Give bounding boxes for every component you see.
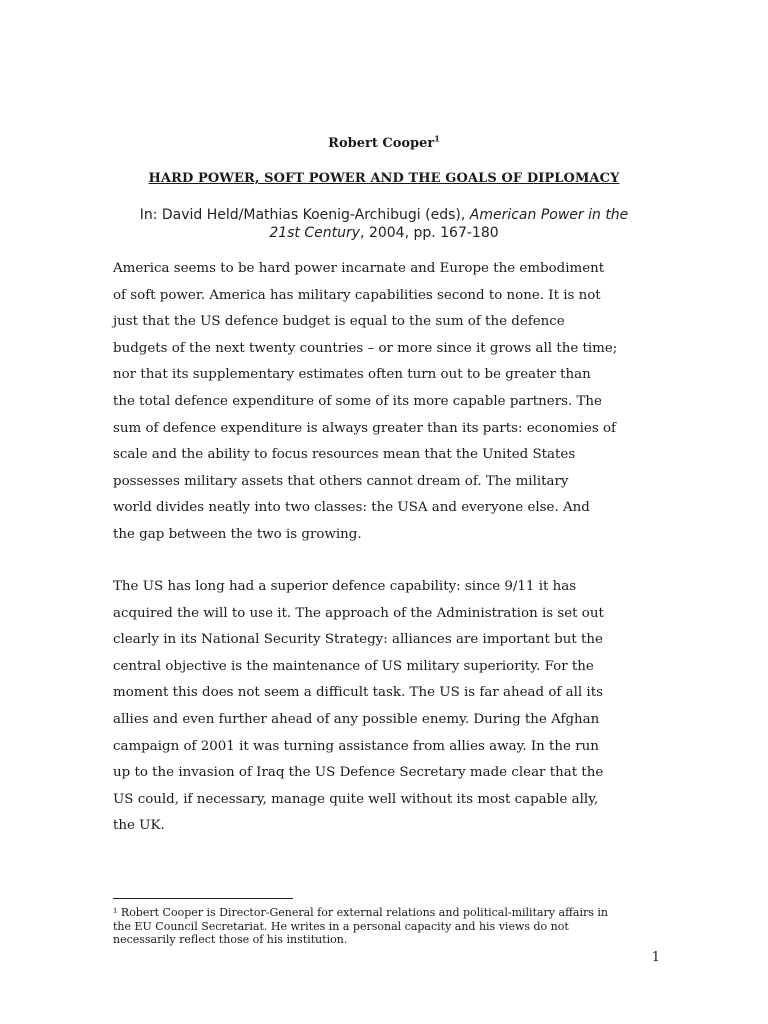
text-line: sum of defence expenditure is always greater than its parts: economies of: [113, 420, 616, 436]
citation-suffix: , 2004, pp. 167-180: [360, 225, 499, 241]
text-line: America seems to be hard power incarnate and Europe the embodiment: [113, 261, 605, 276]
author-name: [0, 133, 768, 151]
page-number: 1: [651, 950, 660, 965]
text-line: just that the US defence budget is equal to the sum of the defence: [113, 314, 565, 330]
text-line: US could, if necessary, manage quite well without its most capable ally,: [113, 791, 599, 807]
text-line: campaign of 2001 it was turning assistance from allies away. In the run: [113, 738, 599, 754]
text-line: clearly in its National Security Strategy: alliances are important but the: [113, 632, 603, 648]
text-line: world divides neatly into two classes: the USA and everyone else. And: [113, 500, 590, 516]
text-line: the total defence expenditure of some of its more capable partners. The: [113, 393, 602, 409]
text-line: central objective is the maintenance of US military superiority. For the: [113, 658, 594, 674]
footnote-separator: [113, 898, 293, 899]
paper-title: HARD POWER, SOFT POWER AND THE GOALS OF DIPLOMACY: [148, 171, 620, 186]
text-line: of soft power. America has military capabilities second to none. It is not: [113, 287, 601, 303]
footnote-marker: 1: [434, 133, 440, 144]
text-line: The US has long had a superior defence capability: since 9/11 it has: [113, 579, 577, 594]
text-line: acquired the will to use it. The approach of the Administration is set out: [113, 605, 604, 621]
text-line: moment this does not seem a difficult task. The US is far ahead of all its: [113, 685, 603, 701]
footnote: [113, 906, 661, 947]
author-name-text: Robert Cooper: [328, 136, 435, 151]
footnote-line: the EU Council Secretariat. He writes in a personal capacity and his views do not: [113, 919, 569, 933]
text-line: the gap between the two is growing.: [113, 526, 362, 542]
text-line: scale and the ability to focus resources mean that the United States: [113, 447, 576, 463]
footnote-line: ¹ Robert Cooper is Director-General for external relations and political-military affairs in: [113, 906, 608, 919]
text-line: allies and even further ahead of any possible enemy. During the Afghan: [113, 711, 600, 727]
text-line: nor that its supplementary estimates often turn out to be greater than: [113, 367, 591, 383]
citation-book-title-1: American Power in the: [469, 207, 629, 223]
text-line: budgets of the next twenty countries – or more since it grows all the time;: [113, 340, 618, 356]
paragraph-2: [113, 574, 658, 840]
citation-prefix: In: David Held/Mathias Koenig-Archibugi (eds),: [139, 207, 470, 223]
citation-book-title-2: 21st Century: [269, 225, 361, 241]
text-line: the UK.: [113, 818, 165, 834]
text-line: possesses military assets that others cannot dream of. The military: [113, 473, 569, 489]
citation: [90, 206, 678, 242]
paragraph-1: [113, 256, 658, 549]
text-line: up to the invasion of Iraq the US Defence Secretary made clear that the: [113, 765, 604, 781]
footnote-line: necessarily reflect those of his institution.: [113, 933, 348, 947]
